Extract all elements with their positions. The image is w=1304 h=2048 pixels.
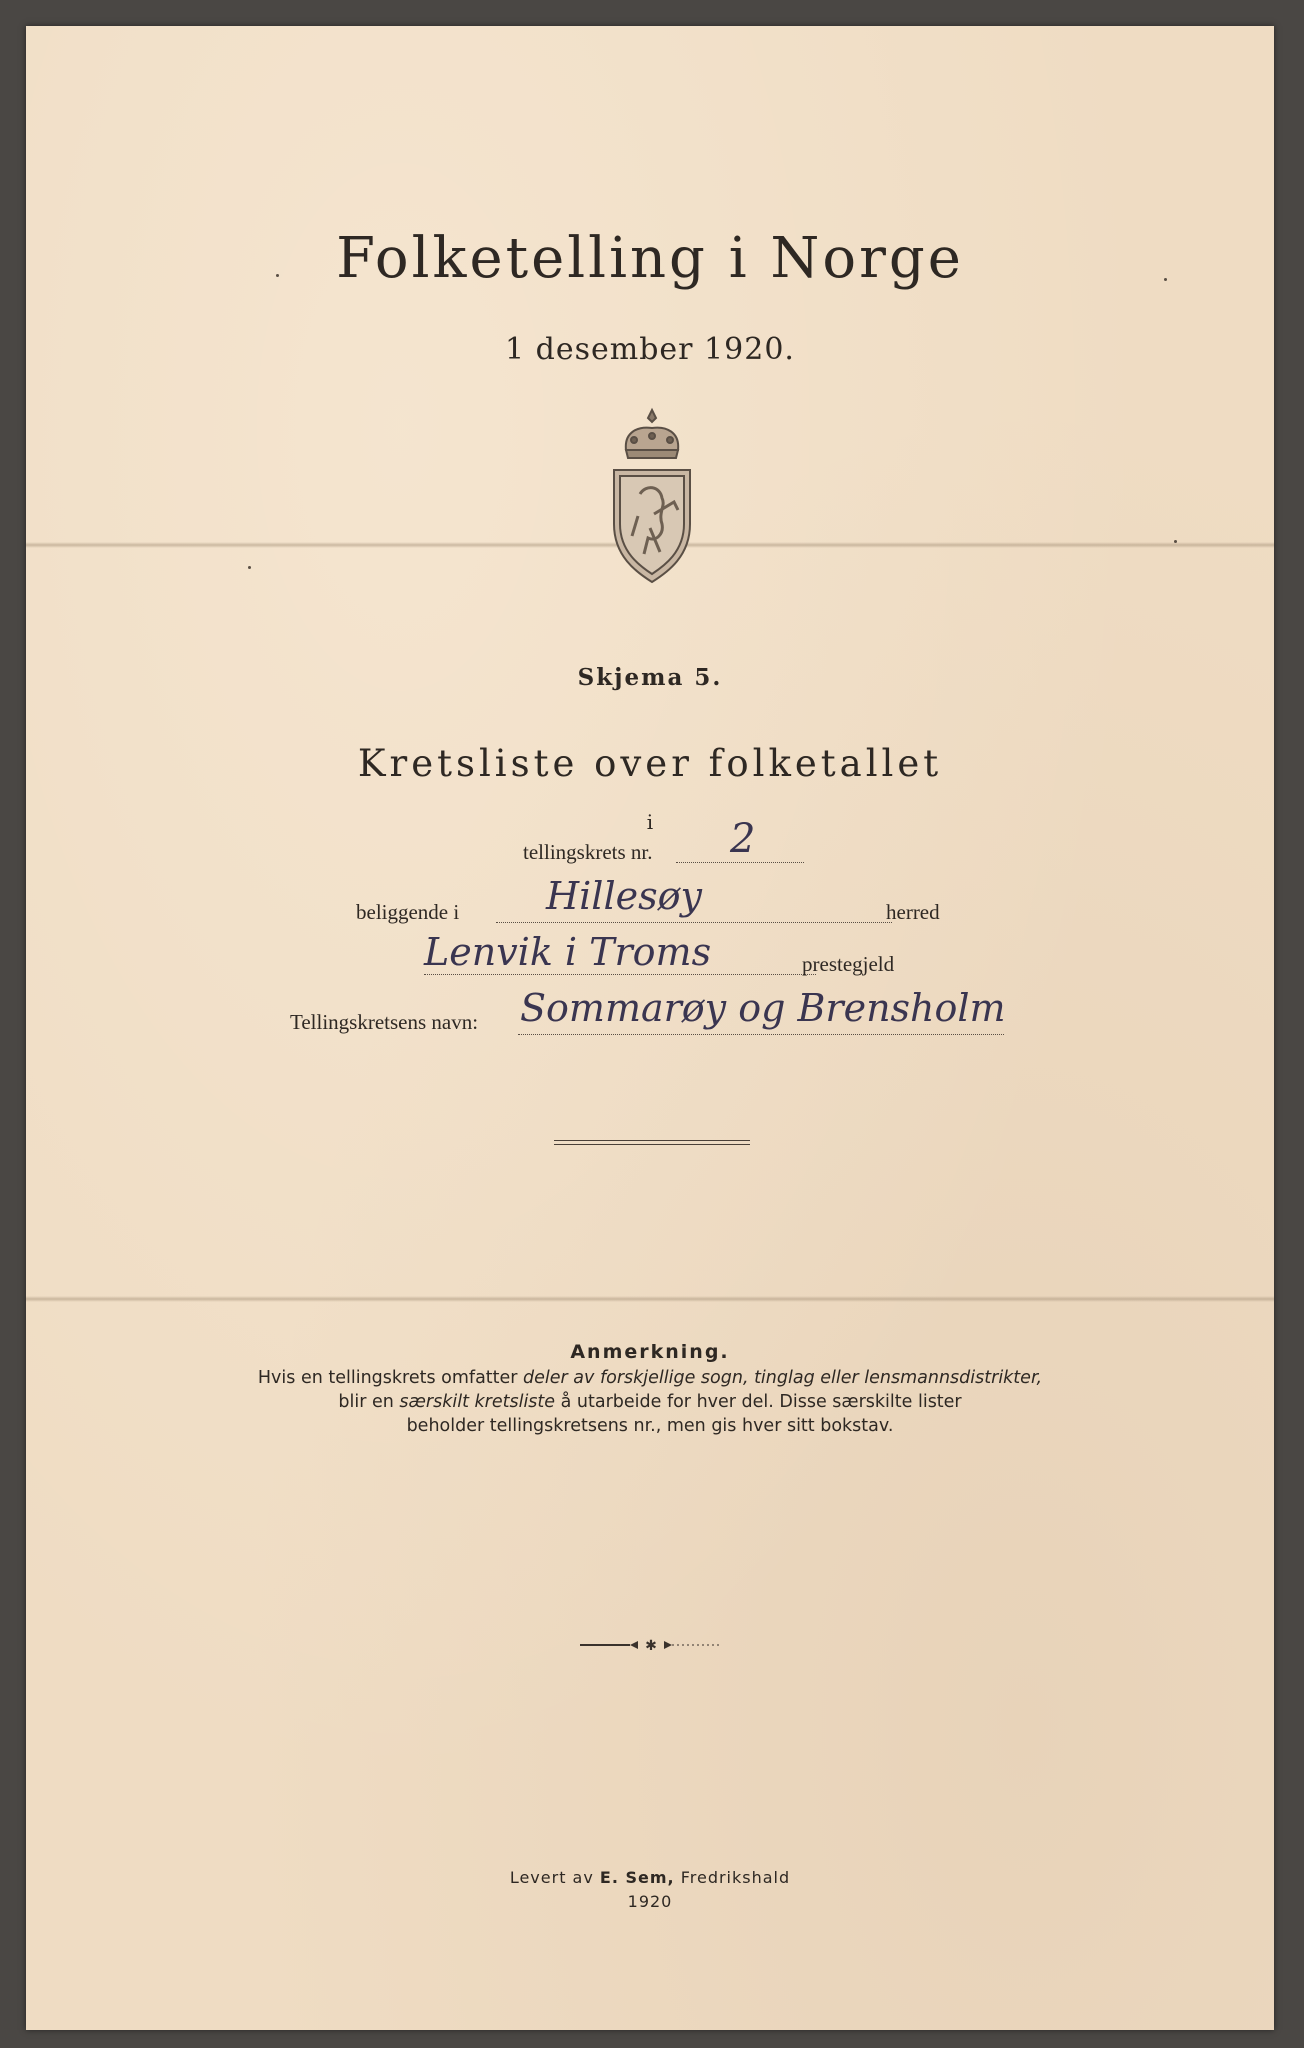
kretsnavn-label: Tellingskretsens navn:	[290, 1010, 479, 1034]
beliggende-label: beliggende i	[356, 900, 460, 924]
note-text: Hvis en tellingskrets omfatter	[257, 1368, 524, 1388]
printer-credit	[26, 1868, 1274, 1887]
note-text-italic: særskilt kretsliste	[399, 1392, 556, 1412]
divider-rule	[554, 1140, 750, 1145]
svg-text:✱: ✱	[645, 1638, 657, 1652]
printer-name: E. Sem,	[599, 1868, 675, 1887]
paper-speck	[1174, 540, 1177, 543]
tellingskrets-value: 2	[730, 816, 756, 862]
kretsnavn-value: Sommarøy og Brensholm	[520, 986, 1006, 1030]
note-text: å utarbeide for hver del. Disse særskilte lister	[555, 1392, 962, 1412]
note-text: blir en	[338, 1392, 400, 1412]
kretsnavn-fill-line	[518, 1034, 1004, 1035]
printer-city: Fredrikshald	[674, 1868, 791, 1887]
connector-word: i	[646, 810, 654, 834]
printer-prefix: Levert av	[509, 1868, 600, 1887]
note-line-2	[26, 1390, 1274, 1414]
ornament-icon	[576, 1638, 726, 1652]
note-line-3: beholder tellingskretsens nr., men gis hver sitt bokstav.	[406, 1416, 894, 1436]
paper-fold-line	[26, 1296, 1274, 1302]
norwegian-coat-of-arms-icon	[604, 406, 700, 596]
prestegjeld-label: prestegjeld	[802, 952, 895, 976]
beliggende-fill-line	[496, 922, 892, 923]
paper-speck	[248, 566, 251, 569]
prestegjeld-fill-line	[424, 974, 816, 975]
prestegjeld-value: Lenvik i Troms	[424, 930, 712, 974]
beliggende-value: Hillesøy	[546, 874, 702, 918]
page-title: Folketelling i Norge	[336, 226, 964, 291]
note-heading: Anmerkning.	[570, 1341, 730, 1363]
note-text-italic: deler av forskjellige sogn, tinglag eller lensmannsdistrikter,	[523, 1368, 1043, 1388]
tellingskrets-fill-line	[676, 862, 804, 863]
printer-year: 1920	[627, 1892, 673, 1911]
herred-label: herred	[886, 900, 940, 924]
note-line-1	[26, 1366, 1274, 1390]
schema-label: Skjema 5.	[577, 664, 723, 691]
census-form-page	[26, 26, 1274, 2030]
tellingskrets-label: tellingskrets nr.	[523, 840, 653, 864]
census-date: 1 desember 1920.	[505, 332, 795, 367]
form-subtitle: Kretsliste over folketallet	[357, 742, 943, 785]
